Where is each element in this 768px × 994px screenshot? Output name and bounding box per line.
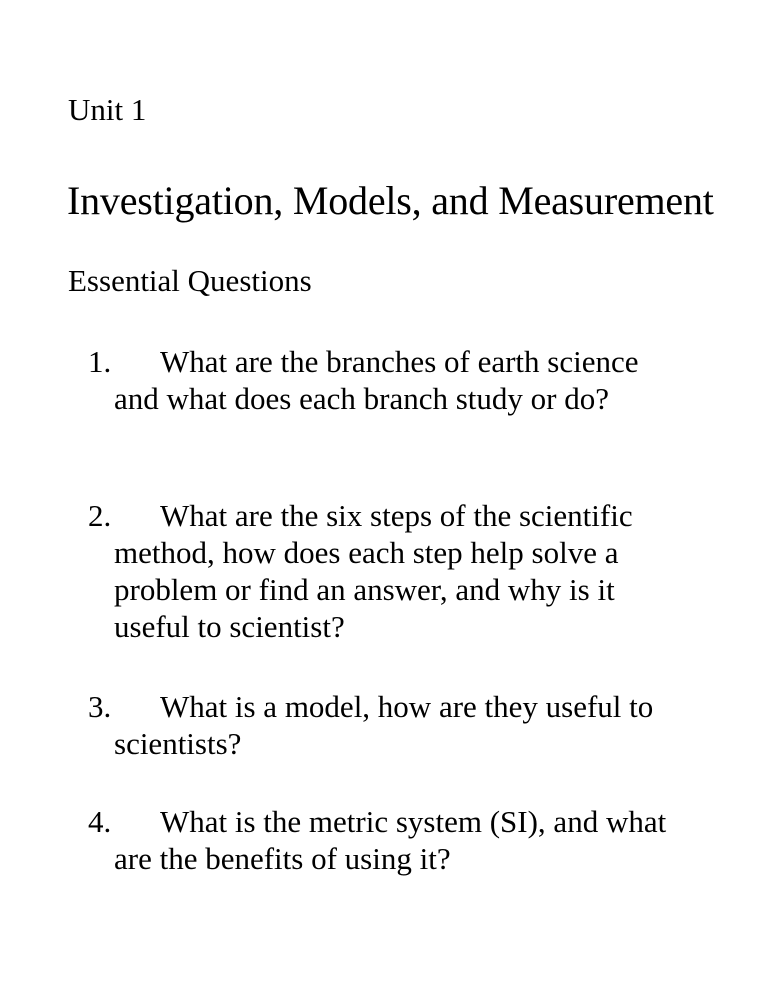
question-item: [88, 343, 748, 417]
question-text: useful to scientist?: [114, 609, 345, 644]
question-number: 1.: [88, 344, 112, 379]
question-line: [88, 688, 748, 725]
question-line: [88, 343, 748, 380]
section-heading: Essential Questions: [68, 263, 312, 298]
question-text: method, how does each step help solve a: [114, 535, 619, 570]
question-item: [88, 688, 748, 762]
question-number: 4.: [88, 804, 112, 839]
question-text: scientists?: [114, 726, 242, 761]
page-title: Investigation, Models, and Measurement: [67, 178, 714, 223]
question-number: 2.: [88, 498, 112, 533]
question-line: [88, 497, 748, 534]
question-number: 3.: [88, 689, 112, 724]
question-text: What are the six steps of the scientific: [160, 498, 633, 533]
question-item: [88, 497, 748, 645]
question-text: What are the branches of earth science: [160, 344, 639, 379]
question-text: and what does each branch study or do?: [114, 381, 609, 416]
question-text: are the benefits of using it?: [114, 841, 451, 876]
question-line: [88, 803, 748, 840]
unit-label: Unit 1: [68, 92, 147, 127]
question-item: [88, 803, 748, 877]
question-text: problem or find an answer, and why is it: [114, 572, 615, 607]
question-text: What is the metric system (SI), and what: [160, 804, 667, 839]
question-text: What is a model, how are they useful to: [160, 689, 654, 724]
